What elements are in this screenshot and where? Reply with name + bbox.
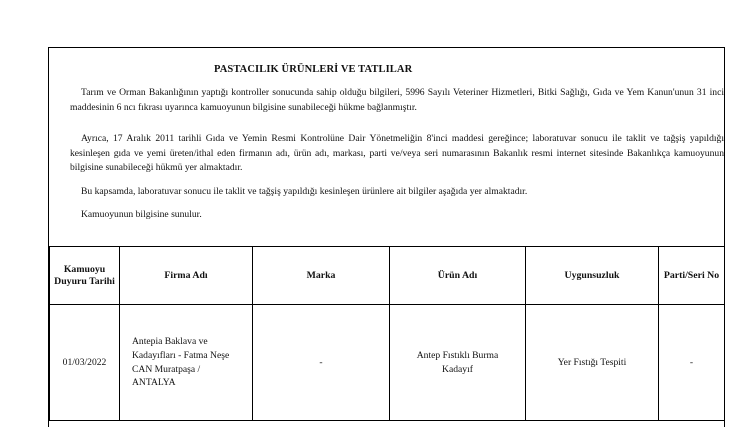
paragraph-scope: Bu kapsamda, laboratuvar sonucu ile taklit ve tağşiş yapıldığı kesinleşen ürünlere ait bilgiler aşağıda yer almaktadır.: [81, 186, 528, 197]
paragraph-intro: Tarım ve Orman Bakanlığının yaptığı kontroller sonucunda sahip olduğu bilgileri, 5996 Sayılı Veteriner Hizmetleri, Bitki Sağlığı, Gıda ve Yem Kanun'unun 31 inci maddesinin 6 ncı fıkrası uyarınca kamuoyunun bilgisine sunabileceği hükme bağlanmıştır.: [70, 87, 724, 113]
table-row: [50, 305, 725, 421]
header-parti: Parti/Seri No: [659, 247, 725, 305]
table-header-row: [50, 247, 725, 305]
paragraph-closing: Kamuoyunun bilgisine sunulur.: [81, 209, 202, 220]
document-sheet: [48, 47, 725, 427]
header-urun: Ürün Adı: [390, 247, 526, 305]
header-uygunsuzluk: Uygunsuzluk: [526, 247, 659, 305]
document-title: PASTACILIK ÜRÜNLERİ VE TATLILAR: [214, 64, 413, 75]
cell-tarih: 01/03/2022: [50, 305, 120, 421]
cell-marka: -: [253, 305, 390, 421]
paragraph-regulation: Ayrıca, 17 Aralık 2011 tarihli Gıda ve Yemin Resmi Kontrolüne Dair Yönetmeliğin 8'inci maddesi gereğince; laboratuvar sonucu ile taklit ve tağşiş yapıldığı kesinleşen gıda ve yemi üreten/ithal eden firmanın adı, ürün adı, markası, parti ve/veya seri numarasının Bakanlık resmi internet sitesinde Bakanlıkça kamuoyunun bilgisine sunabileceği hükmü yer almaktadır.: [70, 133, 724, 173]
cell-urun: [390, 305, 526, 421]
header-tarih: Kamuoyu Duyuru Tarihi: [50, 247, 120, 305]
results-table: [49, 246, 725, 421]
cell-parti: -: [659, 305, 725, 421]
urun-text: Antep Fıstıklı Burma Kadayıf: [416, 349, 499, 375]
header-firma: Firma Adı: [120, 247, 253, 305]
cell-firma: [120, 305, 253, 421]
cell-uygunsuzluk: Yer Fıstığı Tespiti: [526, 305, 659, 421]
firma-text: Antepia Baklava ve Kadayıfları - Fatma Neşe CAN Muratpaşa / ANTALYA: [132, 335, 230, 389]
header-marka: Marka: [253, 247, 390, 305]
